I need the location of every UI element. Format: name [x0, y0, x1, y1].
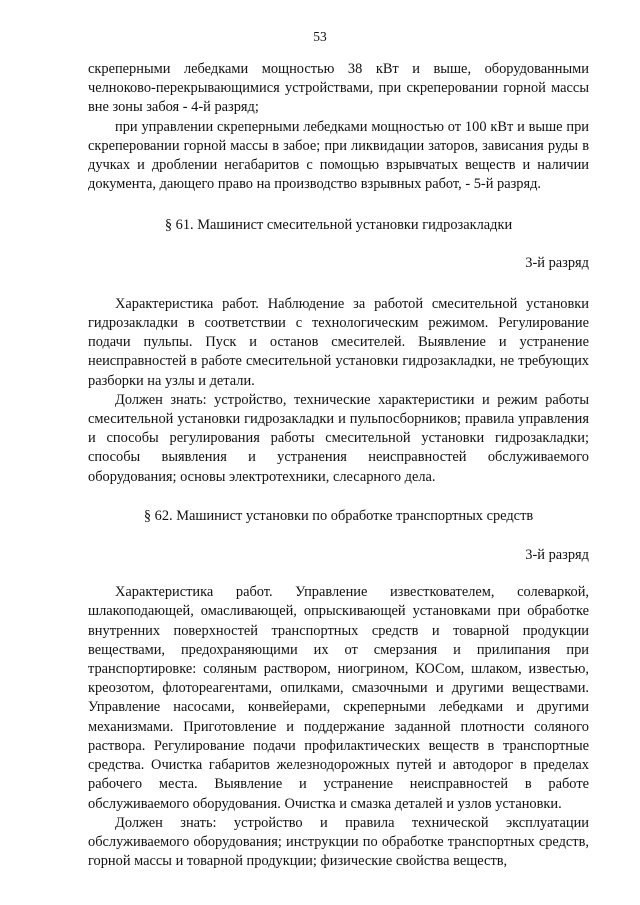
- paragraph-61-knowledge: Должен знать: устройство, технические характеристики и режим работы смесительной установки гидрозакладки и пульпосборников; правила управления и способы регулирования работы смесительной установки гидрозакладки; способы выявления и устранения неисправностей обслуживаемого оборудования; основы электротехники, слесарного дела.: [88, 391, 589, 485]
- grade-label-62: 3-й разряд: [525, 547, 589, 564]
- paragraph-62-knowledge: Должен знать: устройство и правила технической эксплуатации обслуживаемого оборудования; инструкции по обработке транспортных средств, горной массы и товарной продукции; физические свойства веществ,: [88, 814, 589, 870]
- document-body: [88, 60, 589, 871]
- section-heading-61: § 61. Машинист смесительной установки гидрозакладки: [164, 217, 513, 234]
- paragraph-62-characteristics: Характеристика работ. Управление известкователем, солеваркой, шлакоподающей, омасливающей, опрыскивающей установками при обработке внутренних поверхностей транспортных средств и товарной продукции веществами, предохраняющими их от смерзания и прилипания при транспортировке: соляным раствором, ниогрином, КОСом, шлаком, известью, креозотом, флотореагентами, опилками, смазочными и другими веществами. Управление насосами, конвейерами, скреперными лебедками и другими механизмами. Приготовление и поддержание заданной плотности соляного раствора. Регулирование подачи профилактических веществ в транспортные средства. Очистка габаритов железнодорожных путей и автодорог в пределах рабочего места. Выявление и устранение неисправностей в работе обслуживаемого оборудования. Очистка и смазка деталей и узлов установки.: [88, 584, 589, 812]
- paragraph-61-characteristics: Характеристика работ. Наблюдение за работой смесительной установки гидрозакладки в соответствии с технологическим режимом. Регулирование подачи пульпы. Пуск и останов смесителей. Выявление и устранение неисправностей в работе смесительной установки гидрозакладки, не требующих разборки на узлы и детали.: [88, 295, 589, 389]
- section-heading-62: § 62. Машинист установки по обработке транспортных средств: [143, 507, 534, 524]
- paragraph-grade-5: при управлении скреперными лебедками мощностью от 100 кВт и выше при скреперовании горной массы в забое; при ликвидации заторов, зависания руды в дучках и дроблении негабаритов с помощью взрывчатых веществ и наличии документа, дающего право на производство взрывных работ, - 5-й разряд.: [88, 118, 589, 193]
- paragraph-continuation: скреперными лебедками мощностью 38 кВт и выше, оборудованными челноково-перекрывающимися устройствами, при скреперовании горной массы вне зоны забоя - 4-й разряд;: [88, 61, 589, 116]
- grade-label-61: 3-й разряд: [525, 254, 589, 271]
- page-number: 53: [313, 29, 327, 44]
